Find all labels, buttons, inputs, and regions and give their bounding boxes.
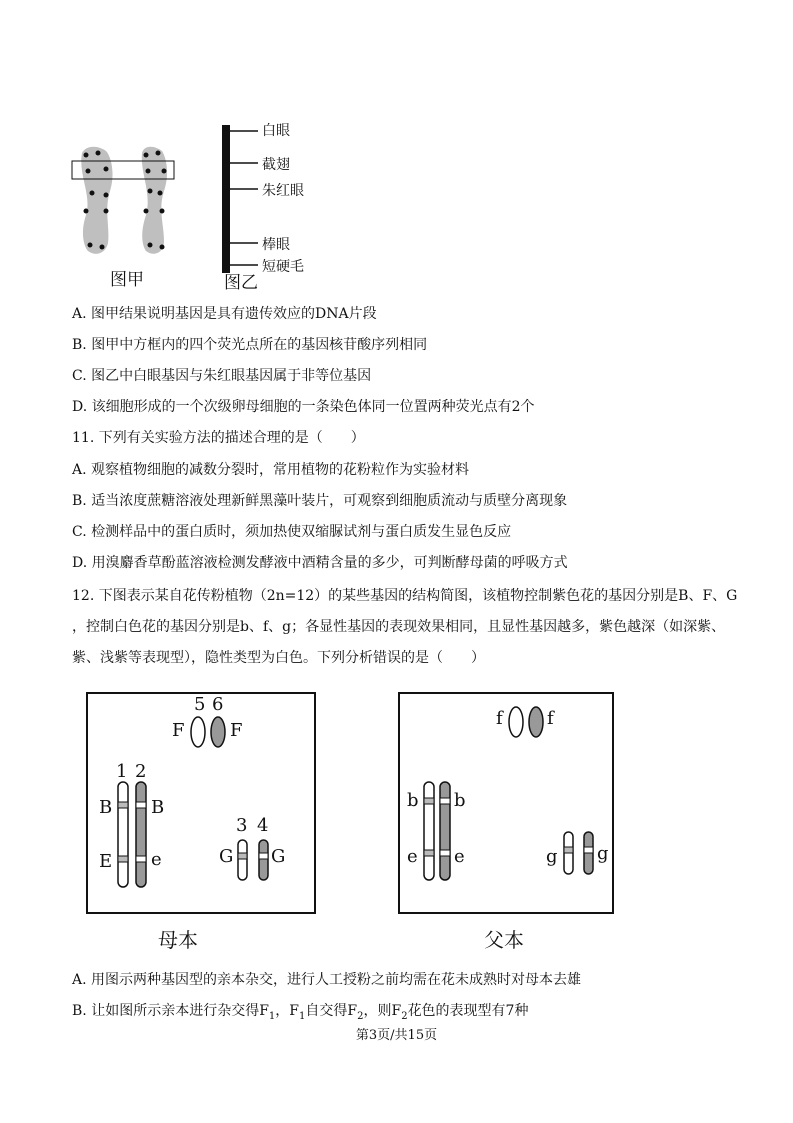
mother-gene-G-right: G: [271, 846, 286, 867]
mother-gene-E-left: E: [99, 851, 113, 872]
gene-label-short-bristle: 短硬毛: [262, 259, 304, 275]
mother-num-1: 1: [116, 761, 128, 782]
mother-num-3: 3: [236, 815, 248, 836]
mother-gene-F-right: F: [230, 720, 243, 741]
q11-option-d: D. 用溴麝香草酚蓝溶液检测发酵液中酒精含量的多少，可判断酵母菌的呼吸方式: [72, 555, 568, 571]
chromosome-bar: [222, 125, 230, 273]
mother-gene-B-right: B: [151, 797, 165, 818]
q12-stem-line3: 紫、浅紫等表现型），隐性类型为白色。下列分析错误的是（ ）: [72, 650, 485, 666]
father-gene-e-left: e: [407, 846, 418, 867]
gene-label-white-eye: 白眼: [262, 123, 290, 139]
q10-option-b: B. 图甲中方框内的四个荧光点所在的基因核苷酸序列相同: [72, 337, 428, 353]
father-gene-f-right: f: [547, 708, 554, 729]
mother-gene-G-left: G: [219, 846, 234, 867]
father-diagram: [398, 692, 614, 914]
mother-num-5: 5: [194, 694, 206, 715]
q12-option-b: B. 让如图所示亲本进行杂交得$F_1$，$F_1$自交得$F_2$，则$F_2$花色的表现型有7种: [72, 1003, 529, 1022]
mother-num-2: 2: [135, 761, 147, 782]
q12-stem-line2: ，控制白色花的基因分别是b、f、g；各显性基因的表现效果相同，且显性基因越多，紫色越深（如深紫、: [72, 619, 726, 635]
father-label: 父本: [484, 928, 524, 952]
q11-option-a: A. 观察植物细胞的减数分裂时，常用植物的花粉粒作为实验材料: [72, 462, 470, 478]
q12-option-a: A. 用图示两种基因型的亲本杂交，进行人工授粉之前均需在花未成熟时对母本去雄: [72, 972, 582, 988]
q11-option-b: B. 适当浓度蔗糖溶液处理新鲜黑藻叶装片，可观察到细胞质流动与质壁分离现象: [72, 493, 568, 509]
q11-stem: 11. 下列有关实验方法的描述合理的是（ ）: [72, 430, 365, 446]
mother-gene-B-left: B: [99, 797, 113, 818]
gene-label-bar-eye: 棒眼: [262, 237, 290, 253]
gene-label-vermilion-eye: 朱红眼: [262, 183, 304, 199]
q10-option-a: A. 图甲结果说明基因是具有遗传效应的DNA片段: [72, 306, 377, 322]
father-gene-g-right: g: [597, 843, 609, 864]
father-gene-b-right: b: [454, 790, 466, 811]
father-gene-e-right: e: [454, 846, 465, 867]
chromosome-left: [81, 147, 112, 254]
q12-stem-line1: 12. 下图表示某自花传粉植物（2n=12）的某些基因的结构简图，该植物控制紫色花的基因分别是B、F、G: [72, 588, 738, 604]
caption-yi: 图乙: [224, 273, 258, 293]
father-gene-b-left: b: [407, 790, 419, 811]
q10-option-c: C. 图乙中白眼基因与朱红眼基因属于非等位基因: [72, 368, 372, 384]
mother-gene-F-left: F: [172, 720, 185, 741]
mother-num-6: 6: [212, 694, 224, 715]
mother-label: 母本: [158, 928, 198, 952]
gene-ticks: [230, 131, 258, 265]
mother-diagram: [86, 692, 316, 914]
mother-num-4: 4: [257, 815, 269, 836]
father-gene-f-left: f: [496, 708, 503, 729]
caption-jia: 图甲: [110, 270, 144, 290]
father-gene-g-left: g: [546, 846, 558, 867]
chromosome-right: [142, 147, 167, 254]
page-footer: 第3页/共15页: [355, 1028, 438, 1043]
gene-label-cut-wing: 截翅: [262, 157, 290, 173]
mother-gene-e-right: e: [151, 849, 162, 870]
q10-option-d: D. 该细胞形成的一个次级卵母细胞的一条染色体同一位置两种荧光点有2个: [72, 399, 535, 415]
q11-option-c: C. 检测样品中的蛋白质时，须加热使双缩脲试剂与蛋白质发生显色反应: [72, 524, 512, 540]
